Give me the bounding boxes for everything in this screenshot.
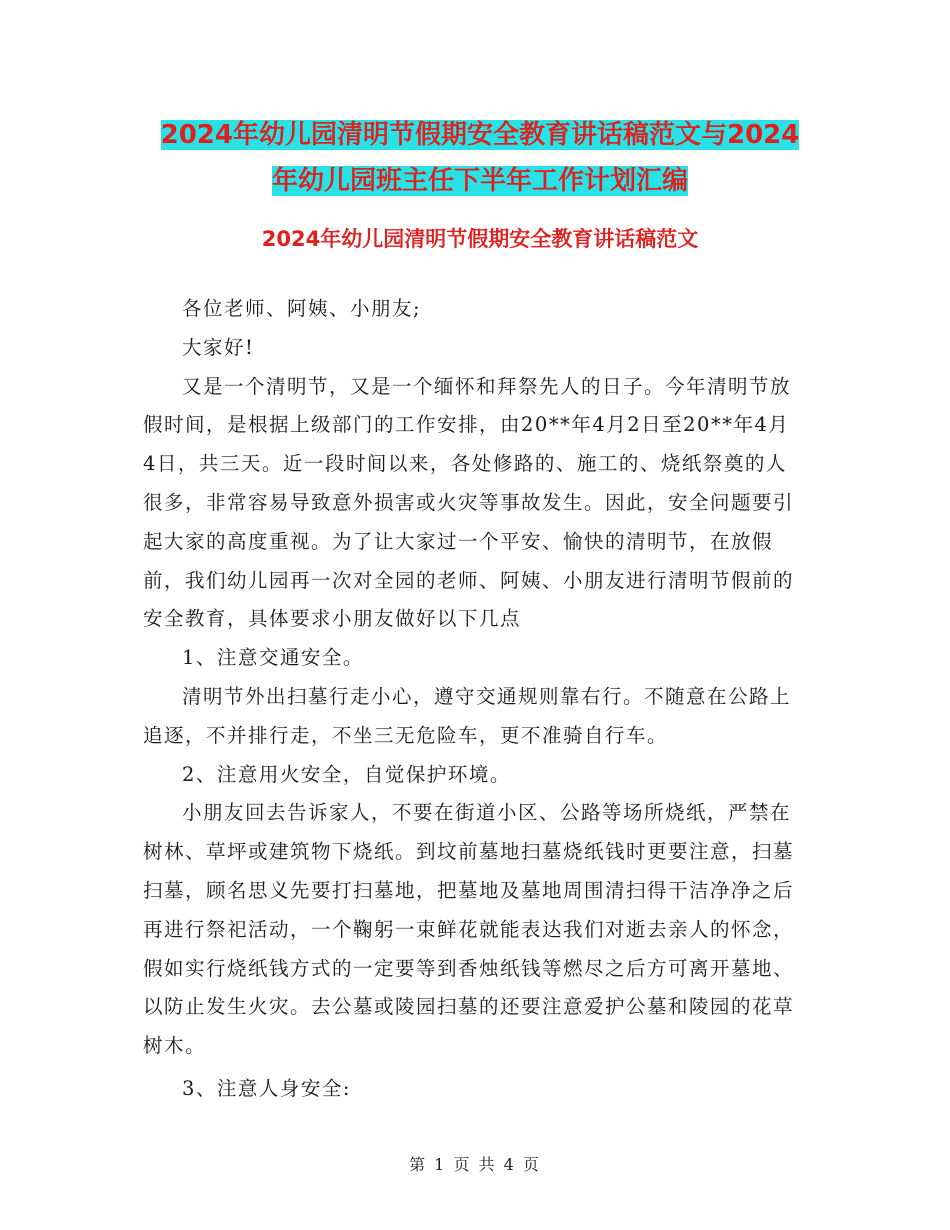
document-title xyxy=(140,112,820,204)
paragraph-item-2-heading: 2、注意用火安全，自觉保护环境。 xyxy=(182,762,511,786)
paragraph-hello: 大家好! xyxy=(182,335,255,359)
section-title: 2024年幼儿园清明节假期安全教育讲话稿范文 xyxy=(261,227,699,251)
title-line-2: 年幼儿园班主任下半年工作计划汇编 xyxy=(271,166,688,196)
title-line-1: 2024年幼儿园清明节假期安全教育讲话稿范文与2024 xyxy=(160,120,800,150)
paragraph-item-1-heading: 1、注意交通安全。 xyxy=(182,646,364,670)
paragraph-greeting: 各位老师、阿姨、小朋友; xyxy=(182,297,422,320)
paragraph-intro: 又是一个清明节，又是一个缅怀和拜祭先人的日子。今年清明节放假时间，是根据上级部门的工作安排，由20**年4月2日至20**年4月4日，共三天。近一段时间以来，各处修路的、施工的、烧纸祭奠的人很多，非常容易导致意外损害或火灾等事故发生。因此，安全问题要引起大家的高度重视。为了让大家过一个平安、愉快的清明节，在放假前，我们幼儿园再一次对全园的老师、阿姨、小朋友进行清明节假前的安全教育，具体要求小朋友做好以下几点 xyxy=(143,374,795,631)
paragraph-item-2-body: 小朋友回去告诉家人，不要在街道小区、公路等场所烧纸，严禁在树林、草坪或建筑物下烧纸。到坟前墓地扫墓烧纸钱时更要注意，扫墓扫墓，顾名思义先要打扫墓地，把墓地及墓地周围清扫得干洁净净之后再进行祭祀活动，一个鞠躬一束鲜花就能表达我们对逝去亲人的怀念，假如实行烧纸钱方式的一定要等到香烛纸钱等燃尽之后方可离开墓地、以防止发生火灾。去公墓或陵园扫墓的还要注意爱护公墓和陵园的花草树木。 xyxy=(143,801,795,1058)
paragraph-item-3-heading: 3、注意人身安全: xyxy=(182,1076,351,1100)
paragraph-item-1-body: 清明节外出扫墓行走小心，遵守交通规则靠右行。不随意在公路上追逐，不并排行走，不坐三无危险车，更不准骑自行车。 xyxy=(143,684,792,747)
page-footer: 第 1 页 共 4 页 xyxy=(409,1155,541,1174)
document-body xyxy=(143,290,803,1109)
